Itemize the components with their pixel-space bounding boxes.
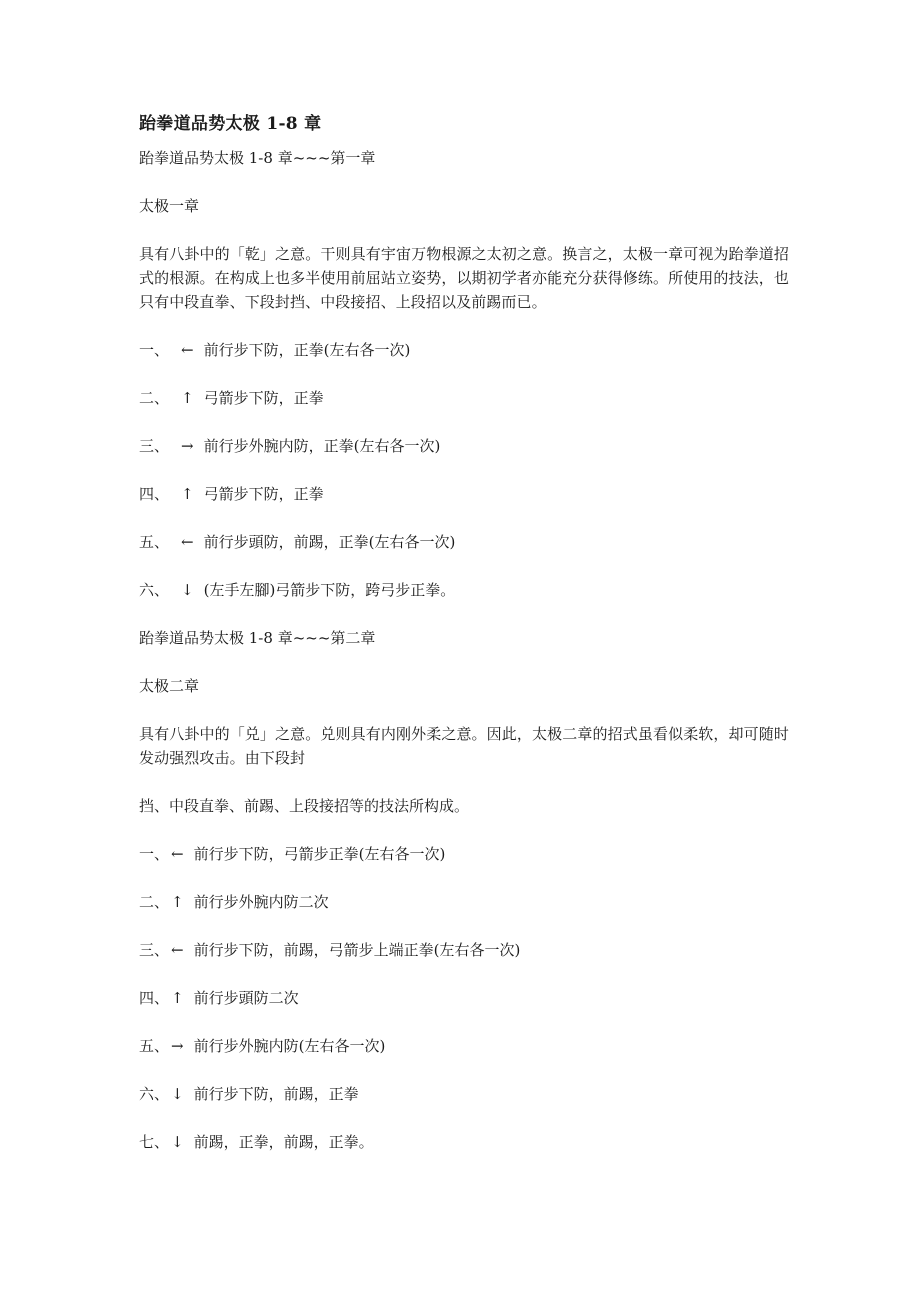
step-text: 前行步外腕内防二次 (193, 893, 329, 911)
step-text: 弓箭步下防，正拳 (203, 485, 324, 503)
arrow-left-icon: ← (171, 941, 184, 959)
list-item (139, 482, 789, 506)
list-item (139, 578, 789, 602)
list-item (139, 986, 789, 1010)
list-item (139, 938, 789, 962)
step-number: 一、 (139, 845, 170, 863)
step-text: 前踢，正拳，前踢，正拳。 (193, 1133, 374, 1151)
chapter1-steps (139, 338, 789, 602)
chapter2-subtitle: 跆拳道品势太极 1-8 章~~~第二章 (139, 629, 376, 647)
arrow-up-icon: ↑ (181, 485, 194, 503)
step-text: 前行步下防，前踢，正拳 (193, 1085, 359, 1103)
step-number: 一、 (139, 341, 170, 359)
document-title: 跆拳道品势太极 1-8 章 (139, 114, 322, 134)
list-item (139, 1034, 789, 1058)
step-number: 三、 (139, 437, 170, 455)
step-number: 三、 (139, 941, 170, 959)
step-number: 六、 (139, 581, 170, 599)
step-text: 前行步頭防二次 (193, 989, 299, 1007)
step-number: 七、 (139, 1133, 170, 1151)
step-number: 五、 (139, 1037, 170, 1055)
step-number: 四、 (139, 485, 170, 503)
chapter2-intro: 具有八卦中的「兑」之意。兑则具有内刚外柔之意。因此，太极二章的招式虽看似柔软，却可随时发动强烈攻击。由下段封 (139, 725, 789, 767)
arrow-up-icon: ↑ (181, 389, 194, 407)
arrow-right-icon: → (171, 1037, 184, 1055)
step-number: 四、 (139, 989, 170, 1007)
step-text: 前行步下防，正拳(左右各一次) (203, 341, 411, 359)
step-text: 前行步下防，前踢，弓箭步上端正拳(左右各一次) (193, 941, 521, 959)
chapter2-steps (139, 842, 789, 1154)
step-number: 二、 (139, 893, 170, 911)
arrow-up-icon: ↑ (171, 893, 184, 911)
list-item (139, 1130, 789, 1154)
step-number: 六、 (139, 1085, 170, 1103)
chapter1-intro: 具有八卦中的「乾」之意。干则具有宇宙万物根源之太初之意。换言之，太极一章可视为跆拳道招式的根源。在构成上也多半使用前屈站立姿势，以期初学者亦能充分获得修练。所使用的技法，也只有中段直拳、下段封挡、中段接招、上段招以及前踢而已。 (139, 245, 789, 311)
chapter1-heading: 太极一章 (139, 197, 200, 215)
chapter2-heading: 太极二章 (139, 677, 200, 695)
step-text: 前行步頭防，前踢，正拳(左右各一次) (203, 533, 456, 551)
step-number: 五、 (139, 533, 170, 551)
list-item (139, 338, 789, 362)
chapter1-subtitle: 跆拳道品势太极 1-8 章~~~第一章 (139, 149, 376, 167)
step-text: (左手左腳)弓箭步下防，跨弓步正拳。 (203, 581, 456, 599)
step-text: 弓箭步下防，正拳 (203, 389, 324, 407)
list-item (139, 530, 789, 554)
arrow-right-icon: → (181, 437, 194, 455)
document-page (139, 112, 789, 1154)
arrow-down-icon: ↓ (171, 1133, 184, 1151)
arrow-left-icon: ← (171, 845, 184, 863)
list-item (139, 386, 789, 410)
list-item (139, 1082, 789, 1106)
arrow-up-icon: ↑ (171, 989, 184, 1007)
list-item (139, 842, 789, 866)
chapter2-intro-continued: 挡、中段直拳、前踢、上段接招等的技法所构成。 (139, 797, 470, 815)
arrow-down-icon: ↓ (171, 1085, 184, 1103)
list-item (139, 890, 789, 914)
arrow-left-icon: ← (181, 533, 194, 551)
list-item (139, 434, 789, 458)
step-number: 二、 (139, 389, 170, 407)
step-text: 前行步外腕内防，正拳(左右各一次) (203, 437, 441, 455)
arrow-down-icon: ↓ (181, 581, 194, 599)
step-text: 前行步外腕内防(左右各一次) (193, 1037, 386, 1055)
step-text: 前行步下防，弓箭步正拳(左右各一次) (193, 845, 446, 863)
arrow-left-icon: ← (181, 341, 194, 359)
